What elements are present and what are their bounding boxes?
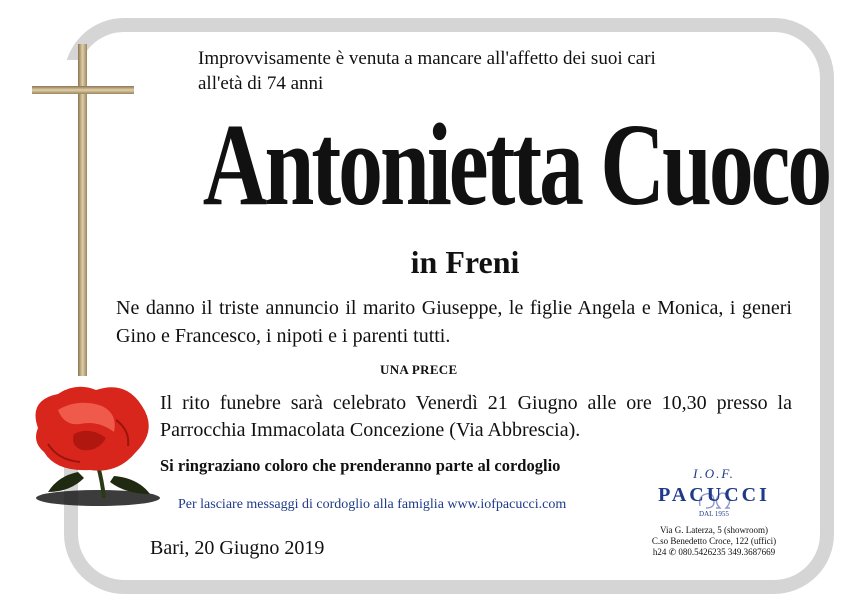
logo-name: PACUCCI <box>658 484 770 506</box>
funeral-details: Il rito funebre sarà celebrato Venerdì 21 Giugno alle ore 10,30 presso la Parrocchia Immacolata Concezione (Via Abbrescia). <box>160 392 792 441</box>
address-showroom: Via G. Laterza, 5 (showroom) <box>660 525 768 535</box>
logo-tagline: I.O.F. <box>693 466 735 481</box>
messages-link[interactable]: Per lasciare messaggi di cordoglio alla famiglia www.iofpacucci.com <box>178 497 567 512</box>
funeral-home-logo <box>640 466 788 518</box>
intro-text <box>198 46 798 96</box>
phone-numbers: h24 ✆ 080.5426235 349.3687669 <box>652 547 776 557</box>
notice-date: Bari, 20 Giugno 2019 <box>150 537 325 559</box>
announcement-text: Ne danno il triste annuncio il marito Giuseppe, le figlie Angela e Monica, i generi Gino e Francesco, i nipoti e i parenti tutti. <box>116 297 792 347</box>
intro-line-2: all'età di 74 anni <box>198 73 324 94</box>
intro-line-1: Improvvisamente è venuta a mancare all'affetto dei suoi cari <box>198 48 656 69</box>
address-offices: C.so Benedetto Croce, 122 (uffici) <box>651 536 777 546</box>
thanks-text: Si ringraziano coloro che prenderanno parte al cordoglio <box>160 456 561 475</box>
married-name: in Freni <box>410 244 520 280</box>
funeral-home-address <box>640 525 788 558</box>
deceased-name: Antonietta Cuoco <box>202 99 830 230</box>
logo-since: DAL 1955 <box>699 510 729 518</box>
rose-icon <box>18 380 168 510</box>
alpha-omega-icon <box>694 486 734 510</box>
prayer-label: UNA PRECE <box>380 362 458 377</box>
